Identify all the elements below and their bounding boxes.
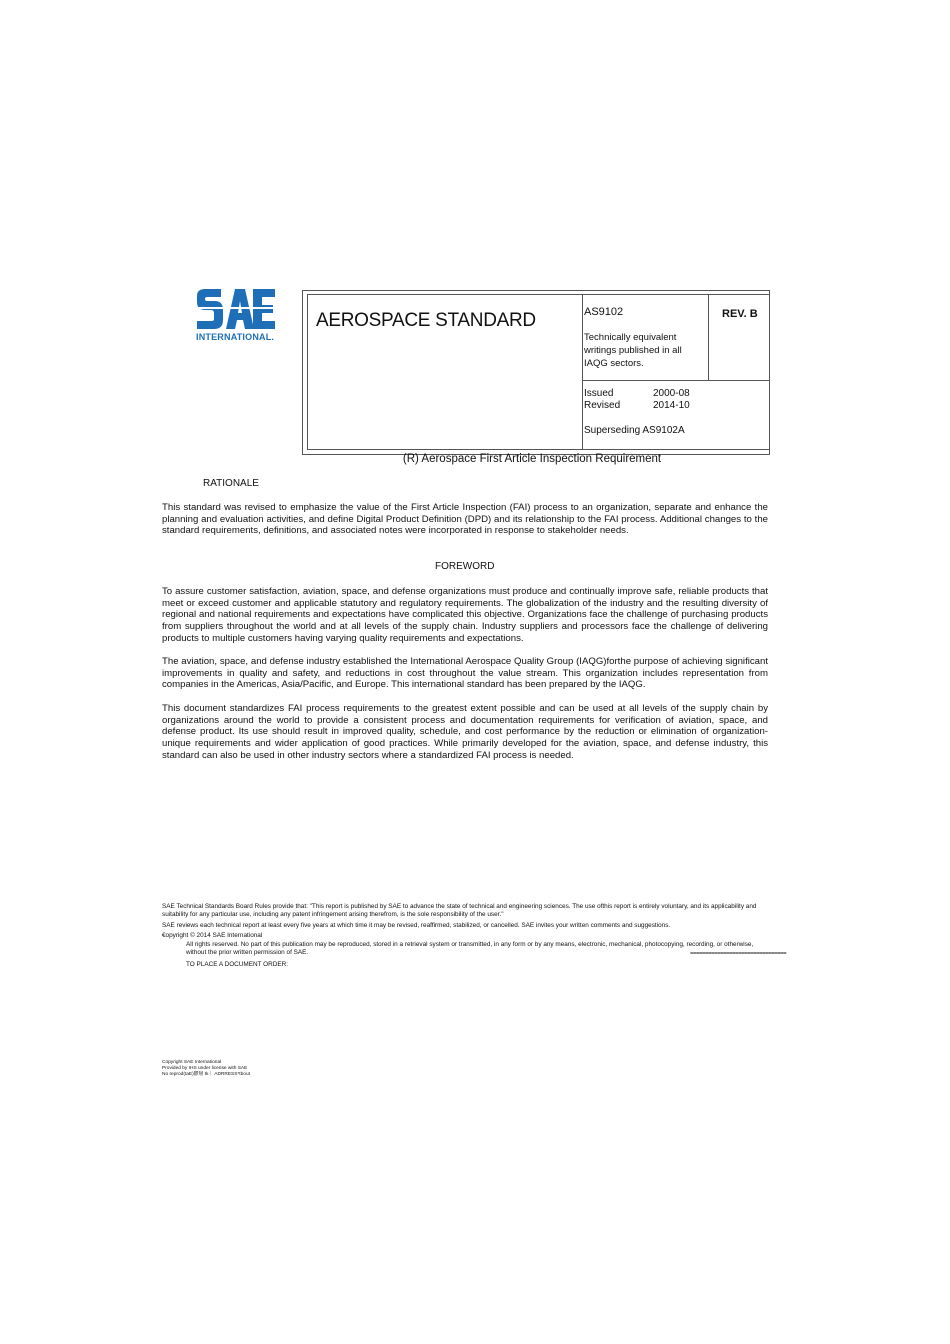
doc-number: AS9102 bbox=[584, 306, 624, 318]
rationale-text: This standard was revised to emphasize the value of the First Article Inspection (FAI) process to an organization, separate and enhance the planning and evaluation activities, and define Digital Product Definition (DPD) and its relationship to the FAI process. Additional changes to the standard requirements, definitions, and associated notes were incorporated in response to stakeholder needs. bbox=[162, 502, 768, 537]
equivalence-note: Technically equivalent writings published in all IAQG sectors. bbox=[584, 332, 682, 369]
header-divider bbox=[582, 294, 583, 450]
separator-dashes: ================================ bbox=[690, 951, 787, 957]
license-line: Provided by IHS under license with SAE bbox=[162, 1066, 248, 1071]
doc-type: AEROSPACE STANDARD bbox=[316, 310, 536, 331]
revised-value: 2014-10 bbox=[653, 400, 690, 411]
foreword-paragraph: This document standardizes FAI process requirements to the greatest extent possible and can be used at all levels of the supply chain by organizations around the world to provide a consistent process and documentation requirements for verification of aviation, space, and defense product. Its use should result in improved quality, schedule, and cost performance by the reduction or elimination of organization-unique requirements and wider application of good practices. While primarily developed for the aviation, space, and defense industry, this standard can also be used in other industry sectors where a standardized FAI process is needed. bbox=[162, 703, 768, 761]
copyright-line: €opyright © 2014 SAE International bbox=[162, 932, 263, 939]
revised-label: Revised bbox=[584, 400, 621, 411]
header-divider bbox=[708, 294, 709, 381]
revision-label: REV. B bbox=[722, 308, 758, 320]
document-title: (R) Aerospace First Article Inspection Requirement bbox=[402, 453, 662, 465]
foreword-paragraph: The aviation, space, and defense industry established the International Aerospace Quality Group (IAQG)forthe purpose of achieving significant improvements in quality and safety, and reductions in cost throughout the value stream. This organization includes representation from companies in the Americas, Asia/Pacific, and Europe. This international standard has been prepared by the IAQG. bbox=[162, 656, 768, 691]
logo-subtitle: INTERNATIONAL. bbox=[196, 332, 275, 342]
issued-label: Issued bbox=[584, 388, 614, 399]
sae-logo-icon bbox=[195, 288, 277, 332]
board-rules-note: SAE Technical Standards Board Rules provide that: "This report is published by SAE to advance the state of technical and engineering sciences. The use ofthis report is entirely voluntary, and its applicability and suitability for any particular use, including any patent infringement arising therefrom, is the sole responsibility of the user." bbox=[162, 903, 757, 919]
rights-note: All rights reserved. No part of this publication may be reproduced, stored in a retrieval system or transmitted, in any form or by any means, electronic, mechanical, photocopying, recording, or otherwise, without the prior written permission of SAE. bbox=[186, 941, 754, 957]
order-heading: TO PLACE A DOCUMENT ORDER: bbox=[186, 961, 289, 968]
header-divider bbox=[582, 380, 770, 381]
foreword-paragraph: To assure customer satisfaction, aviation, space, and defense organizations must produce and continually improve safe, reliable products that meet or exceed customer and applicable statutory and regulatory requirements. The globalization of the industry and the resulting diversity of regional and national requirements and expectations have complicated this objective. Organizations face the challenge of purchasing products from suppliers throughout the world and at all levels of the supply chain. Industry suppliers and processors face the challenge of delivering products to multiple customers having varying quality requirements and expectations. bbox=[162, 586, 768, 644]
superseding-note: Superseding AS9102A bbox=[584, 425, 685, 436]
foreword-heading: FOREWORD bbox=[435, 561, 495, 572]
review-note: SAE reviews each technical report at least every five years at which time it may be revised, reaffirmed, stabilized, or cancelled. SAE invites your written comments and suggestions. bbox=[162, 922, 671, 929]
issued-value: 2000-08 bbox=[653, 388, 690, 399]
license-line: No reprod(taE)鬱掰 tk｜ ADRRESS*tbout bbox=[162, 1072, 250, 1077]
license-line: Copyright SAE International bbox=[162, 1060, 222, 1065]
rationale-heading: RATIONALE bbox=[203, 478, 259, 489]
